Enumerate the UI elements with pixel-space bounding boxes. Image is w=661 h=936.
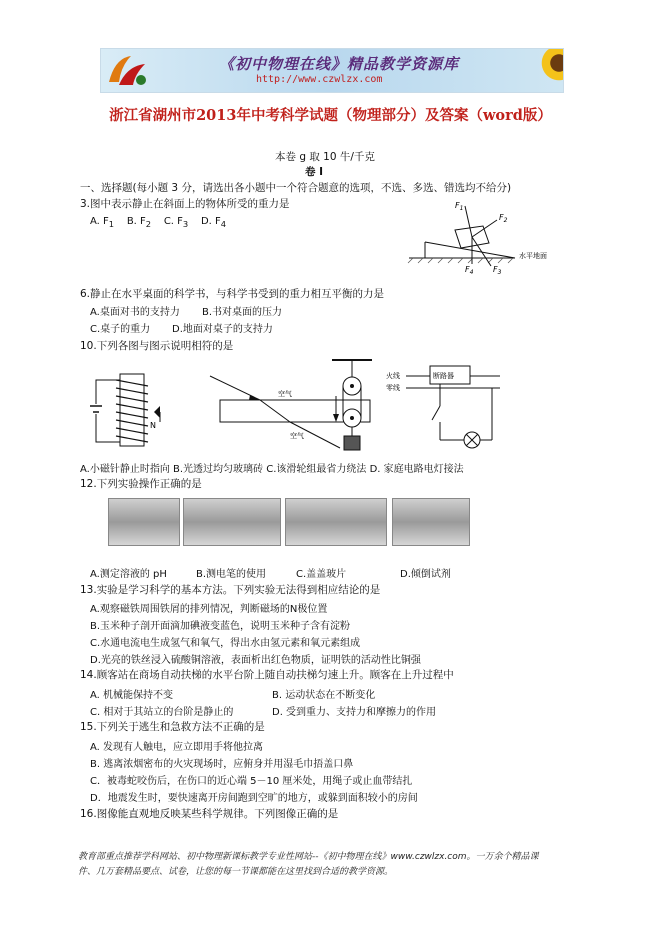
q3-option-d: D. $F_4$ [200, 216, 227, 229]
q3-option-b: B. $F_2$ [126, 216, 152, 229]
q6-option-a: A.桌面对书的支持力 [90, 307, 180, 318]
question-13: 13.实验是学习科学的基本方法。下列实验无法得到相应结论的是 [80, 584, 381, 596]
q10-figures [80, 356, 590, 456]
header-banner [100, 48, 564, 93]
sunflower-icon [539, 48, 564, 83]
q6-option-c: C.桌子的重力 [90, 324, 151, 335]
q6-option-d: D.地面对桌子的支持力 [172, 324, 273, 335]
q12-option-b: B.测电笔的使用 [196, 569, 267, 580]
q14-option-d: D. 受到重力、支持力和摩擦力的作用 [272, 707, 437, 718]
q15-option-b: B. 逃离浓烟密布的火灾现场时，应俯身并用湿毛巾捂盖口鼻 [90, 759, 354, 770]
label-air-2: 空气 [290, 432, 304, 440]
question-6: 6.静止在水平桌面的科学书，与科学书受到的重力相互平衡的力是 [80, 288, 385, 300]
q12-option-c: C.盖盖玻片 [296, 569, 347, 580]
q12-option-d: D.倾倒试剂 [400, 569, 451, 580]
section-heading: 一、选择题(每小题 3 分，请选出各小题中一个符合题意的选项，不选、多选、错选均不给分) [80, 182, 512, 194]
site-logo-icon [105, 52, 149, 89]
page-footer [78, 850, 588, 880]
q13-option-c: C.水通电流电生成氢气和氧气，得出水由氢元素和氧元素组成 [90, 638, 361, 649]
q13-option-a: A.观察磁铁周围铁屑的排列情况，判断磁场的N极位置 [90, 604, 328, 615]
question-10: 10.下列各图与图示说明相符的是 [80, 340, 234, 352]
label-f1: $F_1$ [455, 201, 464, 212]
q14-option-c: C. 相对于其站立的台阶是静止的 [90, 707, 234, 718]
question-3: 3.图中表示静止在斜面上的物体所受的重力是 [80, 198, 290, 210]
label-neutral-wire: 零线 [386, 384, 400, 392]
label-f2: $F_2$ [499, 213, 508, 224]
q13-option-d: D.光亮的铁丝浸入硫酸铜溶液，表面析出红色物质，证明铁的活动性比铜强 [90, 655, 421, 666]
volume-label: 卷 I [305, 166, 324, 178]
question-15: 15.下列关于逃生和急救方法不正确的是 [80, 721, 265, 733]
q10-options: A.小磁针静止时指向 B.光透过均匀玻璃砖 C.该滑轮组最省力绕法 D. 家庭电路电灯接法 [80, 464, 464, 475]
q15-option-d: D．地震发生时，要快速离开房间跑到空旷的地方，或躲到面积较小的房间 [90, 793, 418, 804]
banner-url[interactable]: http://www.czwlzx.com [256, 74, 383, 85]
q14-option-b: B. 运动状态在不断变化 [272, 690, 376, 701]
photo-pour-reagent [392, 498, 470, 546]
label-breaker: 断路器 [433, 372, 454, 380]
photo-cover-slip [285, 498, 387, 546]
q6-option-b: B.书对桌面的压力 [202, 307, 283, 318]
q14-option-a: A. 机械能保持不变 [90, 690, 174, 701]
label-f3: $F_3$ [493, 265, 502, 276]
photo-ph-test [108, 498, 180, 546]
question-16: 16.图像能直观地反映某些科学规律。下列图像正确的是 [80, 808, 339, 820]
q3-options [90, 216, 226, 229]
q12-option-a: A.测定溶液的 pH [90, 569, 167, 580]
banner-title: 《初中物理在线》精品教学资源库 [219, 55, 460, 73]
q13-option-b: B.玉米种子剖开面滴加碘液变蓝色，说明玉米种子含有淀粉 [90, 621, 351, 632]
circuit-figure [386, 366, 500, 448]
q3-option-a: A. $F_1$ [90, 216, 115, 229]
question-12: 12.下列实验操作正确的是 [80, 478, 202, 490]
label-ground: 水平地面 [519, 252, 547, 260]
q15-option-a: A. 发现有人触电，应立即用手将他拉离 [90, 742, 264, 753]
note-g: 本卷 g 取 10 牛/千克 [275, 151, 375, 163]
label-air-1: 空气 [278, 390, 292, 398]
q15-option-c: C．被毒蛇咬伤后，在伤口的近心端 5－10 厘米处，用绳子或止血带结扎 [90, 776, 413, 787]
document-title: 浙江省湖州市2013年中考科学试题（物理部分）及答案（word版） [109, 107, 552, 124]
photo-test-pen [183, 498, 281, 546]
label-n: N [150, 421, 156, 430]
footer-line-1: 教育部重点推荐学科网站、初中物理新课标教学专业性网站--《初中物理在线》www.czwlzx.com。一万余个精品课 [78, 852, 539, 862]
q3-incline-figure [405, 196, 580, 276]
label-f4: $F_4$ [465, 265, 474, 276]
question-14: 14.顾客站在商场自动扶梯的水平台阶上随自动扶梯匀速上升。顾客在上升过程中 [80, 669, 454, 681]
footer-line-2: 件、几万套精品要点、试卷，让您的每一节课都能在这里找到合适的教学资源。 [78, 867, 394, 877]
q3-option-c: C. $F_3$ [163, 216, 189, 229]
label-live-wire: 火线 [386, 372, 400, 380]
coil-figure [90, 374, 160, 446]
